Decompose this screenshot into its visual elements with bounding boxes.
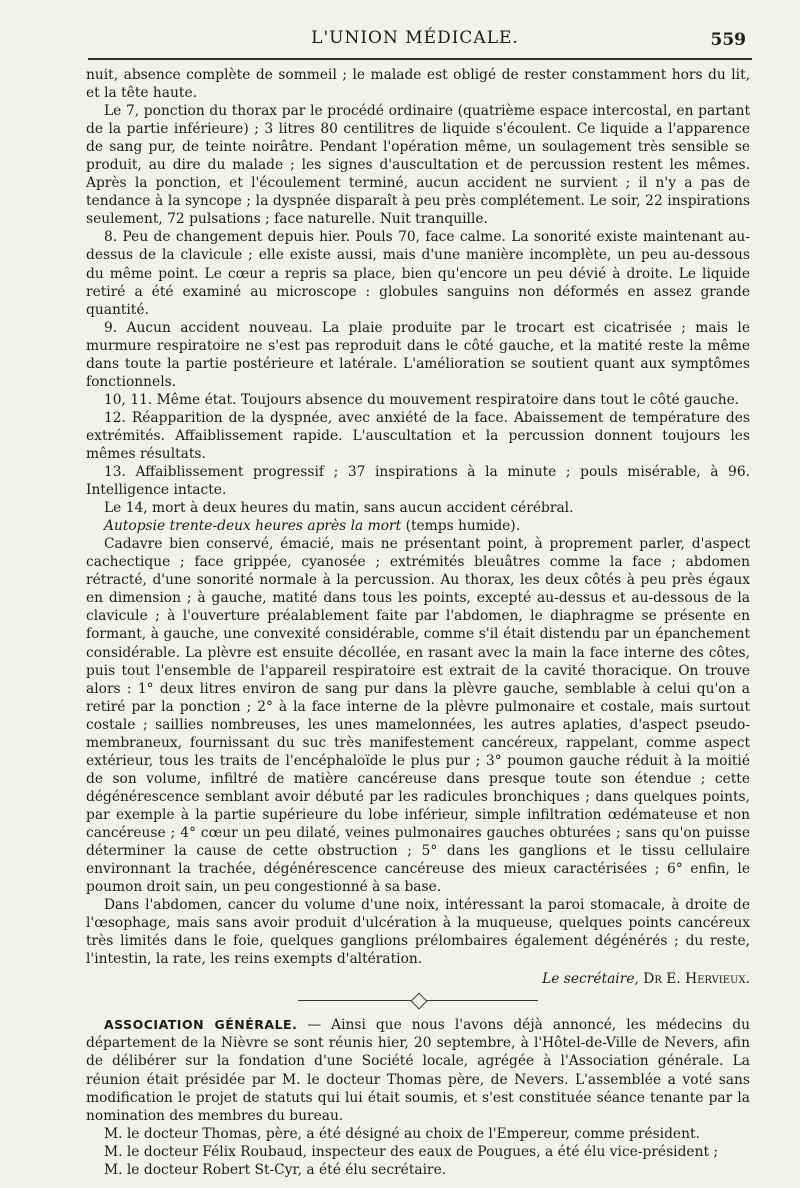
page-header bbox=[80, 26, 750, 52]
paragraph: nuit, absence complète de sommeil ; le malade est obligé de rester constamment hors du lit, et la tête haute. bbox=[86, 67, 750, 102]
header-rule bbox=[88, 58, 752, 60]
autopsy-heading-rest: (temps humide). bbox=[401, 518, 521, 535]
paragraph: 12. Réapparition de la dyspnée, avec anxiété de la face. Abaissement de température des extrémités. Affaiblissement rapide. L'auscultation et la percussion donnent toujours les mêmes résultats. bbox=[86, 409, 750, 462]
paragraph: 8. Peu de changement depuis hier. Pouls 70, face calme. La sonorité existe maintenant au-dessus de la clavicule ; elle existe aussi, mais d'une manière incomplète, un peu au-dessous du même point. Le cœur a repris sa place, bien qu'encore un peu dévié à droite. Le liquide retiré a été examiné au microscope : globules sanguins non déformés en assez grande quantité. bbox=[86, 229, 750, 318]
association-paragraph bbox=[86, 1016, 750, 1124]
association-title: ASSOCIATION GÉNÉRALE. bbox=[104, 1017, 298, 1033]
paragraph: Le 7, ponction du thorax par le procédé ordinaire (quatrième espace intercostal, en partant de la partie inférieure) ; 3 litres 80 centilitres de liquide s'écoulent. Ce liquide a l'apparence de sang pur, de teinte noirâtre. Pendant l'opération même, un soulagement très sensible se produit, au dire du malade ; les signes d'auscultation et de percussion restent les mêmes. Après la ponction, et l'écoulement terminé, aucun accident ne survient ; il n'y a pas de tendance à la syncope ; la dyspnée disparaît à peu près complétement. Le soir, 22 inspirations seulement, 72 pulsations ; face naturelle. Nuit tranquille. bbox=[86, 103, 750, 228]
paragraph: Dans l'abdomen, cancer du volume d'une noix, intéressant la paroi stomacale, à droite de l'œsophage, mais sans avoir produit d'ulcération à la muqueuse, quelques points cancéreux très limités dans le foie, quelques ganglions prélombaires également dégénérés ; du reste, l'intestin, la rate, les reins exempts d'altération. bbox=[86, 897, 750, 968]
diamond-ornament-icon bbox=[411, 993, 428, 1010]
association-line: M. le docteur Robert St-Cyr, a été élu secrétaire. bbox=[104, 1161, 447, 1178]
paragraph: 9. Aucun accident nouveau. La plaie produite par le trocart est cicatrisée ; mais le murmure respiratoire ne s'est pas reproduit dans le côté gauche, et la matité reste la même dans toute la partie postérieure et latérale. L'amélioration se soutient quant aux symptômes fonctionnels. bbox=[86, 319, 750, 390]
paragraph: Le 14, mort à deux heures du matin, sans aucun accident cérébral. bbox=[104, 500, 574, 517]
association-line: M. le docteur Thomas, père, a été désigné au choix de l'Empereur, comme président. bbox=[104, 1125, 700, 1142]
running-title: L'UNION MÉDICALE. bbox=[311, 28, 519, 48]
signature bbox=[86, 970, 750, 988]
signature-name: Dr E. Hervieux. bbox=[643, 971, 750, 988]
paragraph: 10, 11. Même état. Toujours absence du mouvement respiratoire dans tout le côté gauche. bbox=[104, 391, 740, 408]
paragraph: 13. Affaiblissement progressif ; 37 inspirations à la minute ; pouls misérable, à 96. Intelligence intacte. bbox=[86, 464, 750, 499]
signature-prefix: Le secrétaire, bbox=[542, 971, 644, 988]
autopsy-heading-italic: Autopsie trente-deux heures après la mort bbox=[104, 518, 402, 535]
association-intro: — Ainsi que nous l'avons déjà annoncé, les médecins du département de la Nièvre se sont réunis hier, 20 septembre, à l'Hôtel-de-Ville de Nevers, afin de délibérer sur la fondation d'une Société locale, agrégée à l'Association générale. La réunion était présidée par M. le docteur Thomas père, de Nevers. L'assemblée a voté sans modification le projet de statuts qui lui était soumis, et s'est constituée séance tenante par la nomination des membres du bureau. bbox=[86, 1017, 750, 1124]
association-line: M. le docteur Félix Roubaud, inspecteur des eaux de Pougues, a été élu vice-président ; bbox=[104, 1143, 719, 1160]
paragraph: Cadavre bien conservé, émacié, mais ne présentant point, à proprement parler, d'aspect cachectique ; face grippée, cyanosée ; extrémités bleuâtres comme la face ; abdomen rétracté, d'une sonorité normale à la percussion. Au thorax, les deux côtés à peu près égaux en dimension ; à gauche, matité dans tous les points, excepté au-dessus et au-dessous de la clavicule ; à l'ouverture préalablement faite par l'abdomen, le diaphragme se présente en formant, à gauche, une convexité considérable, comme s'il était distendu par un épanchement considérable. La plèvre est ensuite décollée, en rasant avec la main la face interne des côtes, puis tout l'ensemble de l'appareil respiratoire est extrait de la cavité thoracique. On trouve alors : 1° deux litres environ de sang pur dans la plèvre gauche, semblable à celui qu'on a retiré par la ponction ; 2° à la face interne de la plèvre pulmonaire et costale, mais surtout costale ; saillies nombreuses, les unes mamelonnées, les autres aplaties, d'aspect pseudo-membraneux, fournissant du suc très manifestement cancéreux, rappelant, comme aspect extérieur, tous les traits de l'encéphaloïde le plus pur ; 3° poumon gauche réduit à la moitié de son volume, infiltré de matière cancéreuse dans presque toute son étendue ; cette dégénérescence semblant avoir débuté par les radicules bronchiques ; dans quelques points, par exemple à la partie supérieure du lobe inférieur, simple infiltration œdémateuse et non cancéreuse ; 4° cœur un peu dilaté, veines pulmonaires gauches obturées ; sans qu'on puisse déterminer la cause de cette obstruction ; 5° dans les ganglions et le tissu cellulaire environnant la trachée, dégénérescence cancéreuse des mieux caractérisées ; 6° enfin, le poumon droit sain, un peu congestionné à sa base. bbox=[86, 536, 750, 896]
section-divider-ornament bbox=[298, 994, 538, 1008]
autopsy-heading bbox=[86, 517, 750, 535]
article-body bbox=[86, 66, 750, 1179]
page-number: 559 bbox=[710, 30, 746, 50]
